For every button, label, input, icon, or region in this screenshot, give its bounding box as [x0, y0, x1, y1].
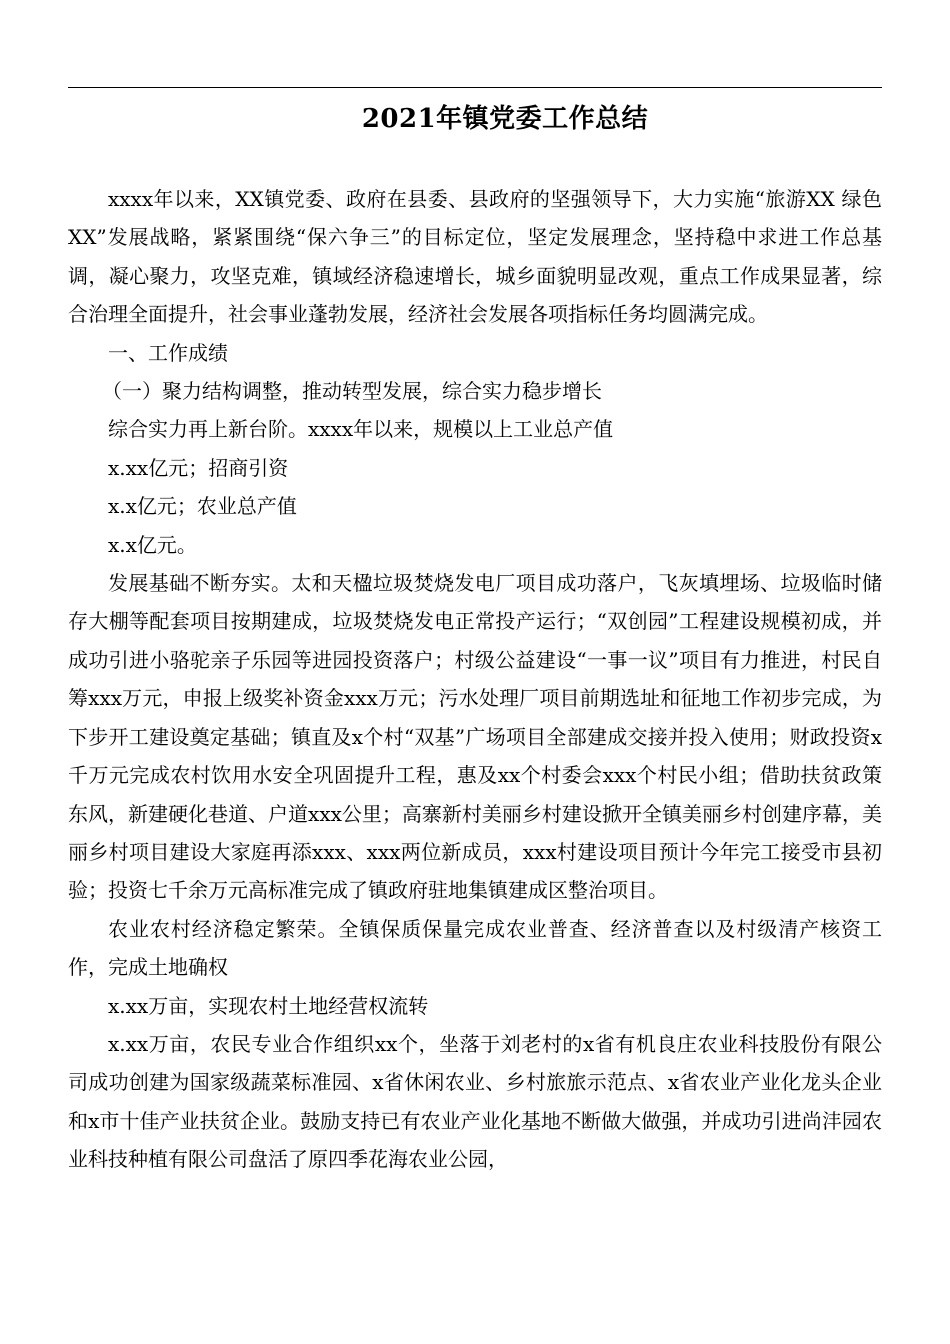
paragraph-development-base: 发展基础不断夯实。太和天楹垃圾焚烧发电厂项目成功落户，飞灰填埋场、垃圾临时储存大棚等配套项目按期建成，垃圾焚烧发电正常投产运行；“双创园”工程建设规模初成，并成功引进小骆驼亲子乐园等进园投资落户；村级公益建设“一事一议”项目有力推进，村民自筹xxx万元，申报上级奖补资金xxx万元；污水处理厂项目前期选址和征地工作初步完成，为下步开工建设奠定基础；镇直及x个村“双基”广场项目全部建成交接并投入使用；财政投资x千万元完成农村饮用水安全巩固提升工程，惠及xx个村委会xxx个村民小组；借助扶贫政策东风，新建硬化巷道、户道xxx公里；高寨新村美丽乡村建设掀开全镇美丽乡村创建序幕，美丽乡村项目建设大家庭再添xxx、xxx两位新成员，xxx村建设项目预计今年完工接受市县初验；投资七千余万元高标准完成了镇政府驻地集镇建成区整治项目。 [68, 571, 882, 903]
document-title: 2021年镇党委工作总结 [361, 104, 649, 134]
paragraph-land-transfer: x.xx万亩，实现农村土地经营权流转 [108, 993, 429, 1018]
paragraph-industrial-output: x.xx亿元；招商引资 [108, 455, 289, 480]
document-body [68, 180, 882, 1179]
section-heading: 一、工作成绩 [108, 340, 228, 365]
paragraph-agri-output: x.x亿元。 [108, 532, 197, 557]
header-rule [68, 87, 882, 88]
intro-paragraph: xxxx年以来，XX镇党委、政府在县委、县政府的坚强领导下，大力实施“旅游XX 绿色XX”发展战略，紧紧围绕“保六争三”的目标定位，坚定发展理念，坚持稳中求进工作总基调，凝心聚力，攻坚克难，镇域经济稳速增长，城乡面貌明显改观，重点工作成果显著，综合治理全面提升，社会事业蓬勃发展，经济社会发展各项指标任务均圆满完成。 [68, 187, 882, 327]
paragraph-investment: x.x亿元；农业总产值 [108, 494, 297, 519]
subsection-heading: （一）聚力结构调整，推动转型发展，综合实力稳步增长 [102, 379, 602, 404]
paragraph-overall-strength: 综合实力再上新台阶。xxxx年以来，规模以上工业总产值 [108, 417, 614, 442]
paragraph-cooperatives: x.xx万亩，农民专业合作组织xx个，坐落于刘老村的x省有机良庄农业科技股份有限公司成功创建为国家级蔬菜标准园、x省休闲农业、乡村旅旅示范点、x省农业产业化龙头企业和x市十佳产业扶贫企业。鼓励支持已有农业产业化基地不断做大做强，并成功引进尚沣园农业科技种植有限公司盘活了原四季花海农业公园， [68, 1031, 882, 1172]
paragraph-rural-economy: 农业农村经济稳定繁荣。全镇保质保量完成农业普查、经济普查以及村级清产核资工作，完成土地确权 [68, 916, 882, 980]
